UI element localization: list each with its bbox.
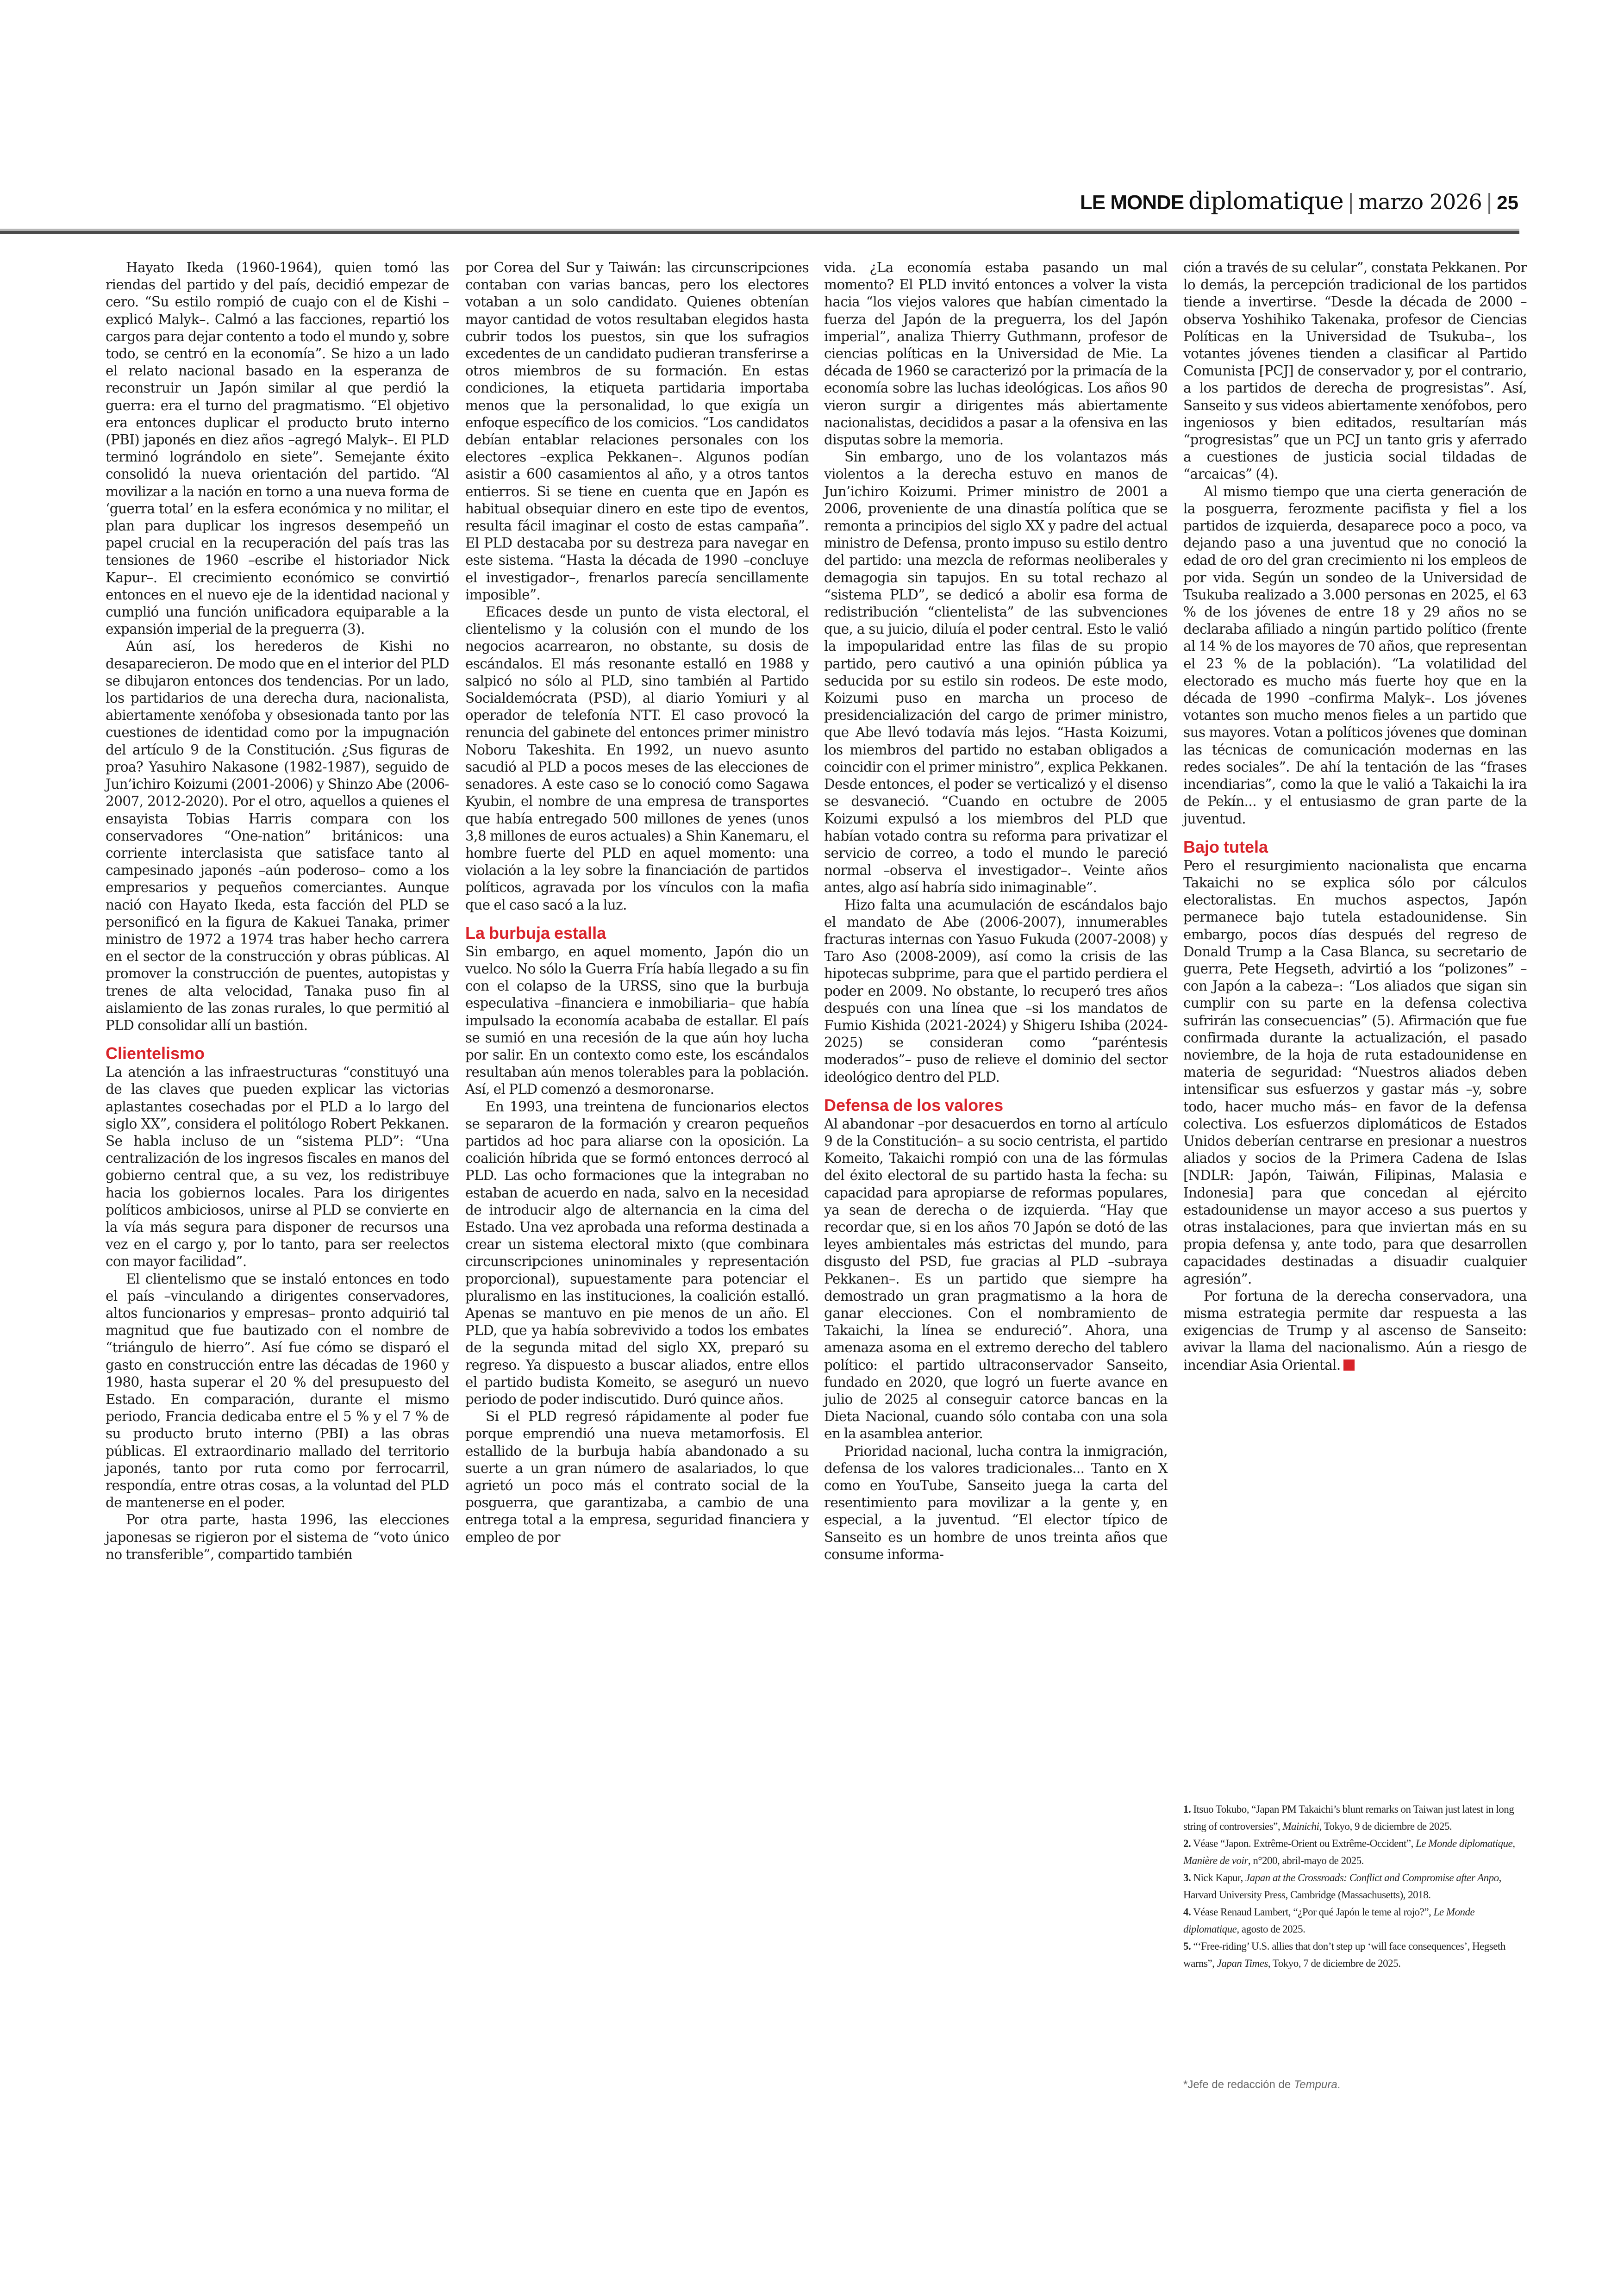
paragraph: En 1993, una treintena de funcionarios electos se separaron de la formación y crearon pequeños partidos ad hoc para aliarse con la oposición. La coalición híbrida que se formó entonces derrocó al PLD. Las ocho formaciones que la integraban no estaban de acuerdo en nada, salvo en la necesidad de introducir algo de alternancia en la cima del Estado. Una vez aprobada una reforma destinada a crear un sistema electoral mixto (que combinara circunscripciones uninominales y representación proporcional), supuestamente para potenciar el pluralismo en las instituciones, la coalición estalló. Apenas se mantuvo en pie menos de un año. El PLD, que ya había sobrevivido a todos los embates de la segunda mitad del siglo XX, preparó su regreso. Ya dispuesto a buscar aliados, entre ellos el partido budista Komeito, se aseguró un nuevo periodo de poder indiscutido. Duró quince años. [465, 1098, 809, 1407]
section-heading: La burbuja estalla [465, 923, 606, 942]
footnote-source-title: Le Monde diplomatique, Manière de voir [1183, 1838, 1515, 1866]
footnote-source-title: Japan at the Crossroads: Conflict and Compromise after Anpo [1245, 1872, 1499, 1883]
credit-publication: Tempura [1293, 2078, 1337, 2091]
footnote-source-title: Mainichi [1282, 1821, 1319, 1832]
footnote-text: Nick Kapur, [1191, 1872, 1246, 1883]
footnote-text: , agosto de 2025. [1237, 1923, 1305, 1935]
footnote-number: 3. [1183, 1872, 1191, 1883]
footnote [1183, 1903, 1527, 1938]
masthead-brand: LE MONDE [1080, 191, 1184, 214]
article-column-2 [465, 259, 809, 1546]
footnote [1183, 1835, 1527, 1869]
author-credit [1183, 2078, 1340, 2091]
credit-end: . [1337, 2078, 1341, 2091]
paragraph: Prioridad nacional, lucha contra la inmigración, defensa de los valores tradicionales... Tanto en X como en YouTube, Sanseito juega la carta del resentimiento para movilizar a la gente y, en especial, a la juventud. “El elector típico de Sanseito es un hombre de unos treinta años que consume informa- [824, 1443, 1168, 1562]
footnote-number: 2. [1183, 1838, 1191, 1849]
paragraph-text: Por fortuna de la derecha conservadora, una misma estrategia permite dar respuesta a las exigencias de Trump y al ascenso de Sanseito: avivar la llama del nacionalismo. Aún a riesgo de incendiar Asia Oriental. [1183, 1288, 1527, 1373]
paragraph: Hizo falta una acumulación de escándalos bajo el mandato de Abe (2006-2007), innumerables fracturas internas con Yasuo Fukuda (2007-2008) y Taro Aso (2008-2009), así como la crisis de las hipotecas subprime, para que el partido perdiera el poder en 2009. No obstante, lo recuperó tres años después con una línea que –si los mandatos de Fumio Kishida (2021-2024) y Shigeru Ishiba (2024-2025) se consideran como “paréntesis moderados”– puso de relieve el dominio del sector ideológico dentro del PLD. [824, 897, 1168, 1085]
paragraph: El clientelismo que se instaló entonces en todo el país –vinculando a dirigentes conservadores, altos funcionarios y empresas– pronto adquirió tal magnitud que fue bautizado con el nombre de “triángulo de hierro”. Así fue cómo se disparó el gasto en construcción entre las décadas de 1960 y 1980, hasta superar el 20 % del presupuesto del Estado. En comparación, durante el mismo periodo, Francia dedicaba entre el 5 % y el 7 % de su producto bruto interno (PBI) a las obras públicas. El extraordinario mallado del territorio japonés, tanto por ruta como por ferrocarril, respondía, entre otras cosas, a la voluntad del PLD de mantenerse en el poder. [106, 1271, 449, 1511]
masthead-separator: | [1348, 190, 1354, 214]
footnote-text: , Tokyo, 7 de diciembre de 2025. [1268, 1958, 1401, 1969]
footnote-number: 5. [1183, 1940, 1191, 1952]
end-mark-icon [1343, 1360, 1355, 1371]
paragraph: Por otra parte, hasta 1996, las elecciones japonesas se rigieron por el sistema de “voto único no transferible”, compartido también [106, 1512, 449, 1562]
paragraph: Si el PLD regresó rápidamente al poder fue porque emprendió una nueva metamorfosis. El estallido de la burbuja había abandonado a su suerte a un gran número de asalariados, lo que agrietó un poco más el contrato social de la posguerra, que garantizaba, a cambio de una entrega total a la empresa, seguridad financiera y empleo de por [465, 1409, 809, 1545]
footnotes [1183, 1801, 1527, 1972]
paragraph: Sin embargo, en aquel momento, Japón dio un vuelco. No sólo la Guerra Fría había llegado a su fin con el colapso de la URSS, sino que la burbuja especulativa –financiera e inmobiliaria– que había impulsado la economía acababa de estallar. El país se sumió en una recesión de la que aún hoy lucha por salir. En un contexto como este, los escándalos resultaban aún menos tolerables para la población. Así, el PLD comenzó a desmoronarse. [465, 943, 809, 1098]
paragraph: Al abandonar –por desacuerdos en torno al artículo 9 de la Constitución– a su socio centrista, el partido Komeito, Takaichi rompió con una de las fórmulas del éxito electoral de su partido hasta la fecha: su capacidad para apropiarse de reformas populares, ya sean de derecha o de izquierda. “Hay que recordar que, si en los años 70 Japón se dotó de las leyes ambientales más estrictas del mundo, para disgusto del PSD, fue gracias al PLD –subraya Pekkanen–. Es un partido que siempre ha demostrado un gran pragmatismo a la hora de ganar elecciones. Con el nombramiento de Takaichi, la línea se endureció”. Ahora, una amenaza asoma en el extremo derecho del tablero político: el partido ultraconservador Sanseito, fundado en 2020, que logró un fuerte avance en julio de 2025 al conseguir catorce bancas en la Dieta Nacional, cuando sólo contaba con una sola en la asamblea anterior. [824, 1116, 1168, 1442]
footnote-text: Véase Renaud Lambert, “¿Por qué Japón le teme al rojo?”, [1191, 1906, 1434, 1918]
paragraph: ción a través de su celular”, constata Pekkanen. Por lo demás, la percepción tradicional de los partidos tiende a invertirse. “Desde la década de 2000 –observa Yoshihiko Takenaka, profesor de Ciencias Políticas en la Universidad de Tsukuba–, los votantes jóvenes tienden a clasificar al Partido Comunista [PCJ] de conservador y, por el contrario, a los partidos de derecha de progresistas”. Así, Sanseito y sus videos abiertamente xenófobos, pero ingeniosos y bien editados, resultarían más “progresistas” que un PCJ un tanto gris y aferrado a cuestiones de justicia social tildadas de “arcaicas” (4). [1183, 260, 1527, 482]
paragraph: Aún así, los herederos de Kishi no desaparecieron. De modo que en el interior del PLD se dibujaron entonces dos tendencias. Por un lado, los partidarios de una derecha dura, nacionalista, abiertamente xenófoba y obsesionada tanto por las cuestiones de identidad como por la impugnación del artículo 9 de la Constitución. ¿Sus figuras de proa? Yasuhiro Nakasone (1982-1987), seguido de Jun’ichiro Koizumi (2001-2006) y Shinzo Abe (2006-2007, 2012-2020). Por el otro, aquellos a quienes el ensayista Tobias Harris compara con los conservadores “One-nation” británicos: una corriente interclasista que satisface tanto al campesinado japonés –aún poderoso– como a los empresarios y pequeños comerciantes. Aunque nació con Hayato Ikeda, esta facción del PLD se personificó en la figura de Kakuei Tanaka, primer ministro de 1972 a 1974 tras haber hecho carrera en el sector de la construcción y obras públicas. Al promover la construcción de puentes, autopistas y trenes de alta velocidad, Tanaka puso fin al aislamiento de las zonas rurales, lo que permitió al PLD consolidar allí un bastión. [106, 638, 449, 1033]
footnote-text: Itsuo Tokubo, “Japan PM Takaichi’s blunt remarks on Taiwan just latest in long string of controversies”, [1183, 1803, 1514, 1832]
paragraph: Al mismo tiempo que una cierta generación de la posguerra, ferozmente pacifista y fiel a los partidos de izquierda, desaparece poco a poco, va dejando paso a una juventud que no conoció la edad de oro del gran crecimiento ni los empleos de por vida. Según un sondeo de la Universidad de Tsukuba realizado a 3.000 personas en 2025, el 63 % de los jóvenes de entre 18 y 29 años no se declaraba afiliado a ningún partido político (frente al 14 % de los mayores de 70 años, que representan el 23 % de la población). “La volatilidad del electorado es mucho más fuerte hoy que en la década de 1990 –confirma Malyk–. Los jóvenes votantes son mucho menos fieles a un partido que sus mayores. Votan a políticos jóvenes que dominan las técnicas de comunicación modernas en las redes sociales”. De ahí la tentación de las “frases incendiarias”, como la que le valió a Takaichi la ira de Pekín... y el entusiasmo de gran parte de la juventud. [1183, 483, 1527, 827]
footnote [1183, 1869, 1527, 1903]
footnote [1183, 1801, 1527, 1835]
paragraph: Sin embargo, uno de los volantazos más violentos a la derecha estuvo en manos de Jun’ichiro Koizumi. Primer ministro de 2001 a 2006, proveniente de una dinastía política que se remonta a principios del siglo XX y padre del actual ministro de Defensa, pronto impuso su estilo dentro del partido: una mezcla de reformas neoliberales y demagogia sin tapujos. En su total rechazo al “sistema PLD”, se dedicó a abolir esa forma de redistribución “clientelista” de las subvenciones que, a su juicio, diluía el poder central. Esto le valió la impopularidad entre las filas de su propio partido, pero cautivó a una opinión pública ya seducida por su estilo sin rodeos. De este modo, Koizumi puso en marcha un proceso de presidencialización del cargo de primer ministro, que Abe llevó todavía más lejos. “Hasta Koizumi, los miembros del partido no estaban obligados a coincidir con el primer ministro”, explica Pekkanen. Desde entonces, el poder se verticalizó y el disenso se desvaneció. “Cuando en octubre de 2005 Koizumi expulsó a los miembros del PLD que habían votado contra su reforma para privatizar el servicio de correo, a todo el mundo le pareció normal –observa el investigador–. Veinte años antes, algo así habría sido inimaginable”. [824, 449, 1168, 896]
footnote-text: , Tokyo, 9 de diciembre de 2025. [1319, 1821, 1452, 1832]
paragraph: La atención a las infraestructuras “constituyó una de las claves que pueden explicar las victorias aplastantes cosechadas por el PLD a lo largo del siglo XX”, considera el politólogo Robert Pekkanen. Se habla incluso de un “sistema PLD”: “Una centralización de los ingresos fiscales en manos del gobierno central que, a su vez, los redistribuye hacia los gobiernos locales. Para los dirigentes políticos ambiciosos, unirse al PLD se convierte en la vía más segura para disponer de recursos una vez en el cargo y, por lo tanto, para ser reelectos con mayor facilidad”. [106, 1064, 449, 1270]
section-heading: Defensa de los valores [824, 1095, 1004, 1115]
credit-text: *Jefe de redacción de [1183, 2078, 1294, 2091]
section-heading: Bajo tutela [1183, 837, 1268, 856]
section-heading: Clientelismo [106, 1044, 205, 1063]
article-column-4 [1183, 259, 1527, 1374]
paragraph: Hayato Ikeda (1960-1964), quien tomó las riendas del partido y del país, decidió empezar de cero. “Su estilo rompió de cuajo con el de Kishi –explicó Malyk–. Calmó a las facciones, repartió los cargos para dejar contento a todo el mundo y, sobre todo, se centró en la economía”. Se hizo a un lado el relato nacional basado en la esperanza de reconstruir un Japón similar al que perdió la guerra: era el turno del pragmatismo. “El objetivo era entonces duplicar el producto bruto interno (PBI) japonés en diez años –agregó Malyk–. El PLD terminó lográndolo en siete”. Semejante éxito consolidó la nueva orientación del partido. “Al movilizar a la nación en torno a una nueva forma de ‘guerra total’ en la esfera económica y no militar, el plan para duplicar los ingresos desempeñó un papel crucial en la recuperación del país tras las tensiones de 1960 –escribe el historiador Nick Kapur–. El crecimiento económico se convirtió entonces en el nuevo eje de la identidad nacional y cumplió una función unificadora equiparable a la expansión imperial de la preguerra (3). [106, 260, 449, 637]
footnote-source-title: Japan Times [1217, 1958, 1268, 1969]
footnote-text: , Harvard University Press, Cambridge (Massachusetts), 2018. [1183, 1872, 1501, 1901]
issue-date: marzo 2026 [1358, 189, 1482, 214]
footnote-text: “‘Free-riding’ U.S. allies that don’t step up ‘will face consequences’, Hegseth warns”, [1183, 1940, 1505, 1969]
paragraph: por Corea del Sur y Taiwán: las circunscripciones contaban con varias bancas, pero los electores votaban a un solo candidato. Quienes obtenían mayor cantidad de votos resultaban elegidos hasta cubrir todos los puestos, sin que los sufragios excedentes de un candidato pudieran transferirse a otros miembros de su formación. En estas condiciones, la etiqueta partidaria importaba menos que la personalidad, lo que exigía un enfoque específico de los comicios. “Los candidatos debían entablar relaciones personales con los electores –explica Pekkanen–. Algunos podían asistir a 600 casamientos al año, y a otros tantos entierros. Si se tiene en cuenta que en Japón es habitual obsequiar dinero en este tipo de eventos, resulta fácil imaginar el costo de estas campaña”. El PLD destacaba por su destreza para navegar en este sistema. “Hasta la década de 1990 –concluye el investigador–, frenarlos parecía sencillamente imposible”. [465, 260, 809, 603]
header-rule [0, 229, 1519, 234]
closing-paragraph [1183, 1288, 1527, 1374]
masthead [1080, 187, 1518, 215]
page-number: 25 [1497, 192, 1518, 213]
footnote [1183, 1938, 1527, 1972]
masthead-separator: | [1486, 190, 1493, 214]
paragraph: Pero el resurgimiento nacionalista que encarna Takaichi no se explica sólo por cálculos electoralistas. En muchos aspectos, Japón permanece bajo tutela estadounidense. Sin embargo, pocos días después del regreso de Donald Trump a la Casa Blanca, su secretario de guerra, Pete Hegseth, advirtió a los “polizones” –con Japón a la cabeza–: “Los aliados que sigan sin cumplir con su parte en la defensa colectiva sufrirán las consecuencias” (5). Afirmación que fue confirmada durante la actualización, el pasado noviembre, de la hoja de ruta estadounidense en materia de seguridad: “Nuestros aliados deben intensificar sus esfuerzos y gastar más –y, sobre todo, hacer mucho más– en favor de la defensa colectiva. Los esfuerzos diplomáticos de Estados Unidos deberían centrarse en presionar a nuestros aliados y socios de la Primera Cadena de Islas [NDLR: Japón, Taiwán, Filipinas, Malasia e Indonesia] para que concedan al ejército estadounidense un mayor acceso a sus puertos y otras instalaciones, para que inviertan más en su propia defensa y, ante todo, para que desarrollen capacidades destinadas a disuadir cualquier agresión”. [1183, 857, 1527, 1287]
paragraph: vida. ¿La economía estaba pasando un mal momento? El PLD invitó entonces a volver la vista hacia “los viejos valores que habían cimentado la fuerza del Japón de la preguerra, los del Japón imperial”, analiza Thierry Guthmann, profesor de ciencias políticas en la Universidad de Mie. La década de 1960 se caracterizó por la primacía de la economía sobre las luchas ideológicas. Los años 90 vieron surgir a dirigentes más abiertamente nacionalistas, decididos a pasar a la ofensiva en las disputas sobre la memoria. [824, 260, 1168, 448]
footnote-text: Véase “Japon. Extrême-Orient ou Extrême-Occident”, [1191, 1838, 1416, 1849]
footnote-number: 1. [1183, 1803, 1191, 1815]
footnote-source-title: Le Monde diplomatique [1183, 1906, 1475, 1935]
article-column-1 [106, 259, 449, 1563]
article-column-3 [824, 259, 1168, 1563]
footnote-number: 4. [1183, 1906, 1191, 1918]
masthead-title: diplomatique [1188, 187, 1343, 215]
footnote-text: , n°200, abril-mayo de 2025. [1248, 1855, 1364, 1866]
paragraph: Eficaces desde un punto de vista electoral, el clientelismo y la colusión con el mundo de los negocios acarrearon, no obstante, su dosis de escándalos. El más resonante estalló en 1988 y salpicó no sólo al PLD, sino también al Partido Socialdemócrata (PSD), al diario Yomiuri y al operador de telefonía NTT. El caso provocó la renuncia del gabinete del entonces primer ministro Noboru Takeshita. En 1992, un nuevo asunto sacudió al PLD a pocos meses de las elecciones de senadores. A este caso se lo conoció como Sagawa Kyubin, el nombre de una empresa de transportes que había entregado 500 millones de yenes (unos 3,8 millones de euros actuales) a Shin Kanemaru, el hombre fuerte del PLD en aquel momento: una violación a la ley sobre la financiación de partidos políticos, agravada por los vínculos con la mafia que el caso sacó a la luz. [465, 604, 809, 913]
